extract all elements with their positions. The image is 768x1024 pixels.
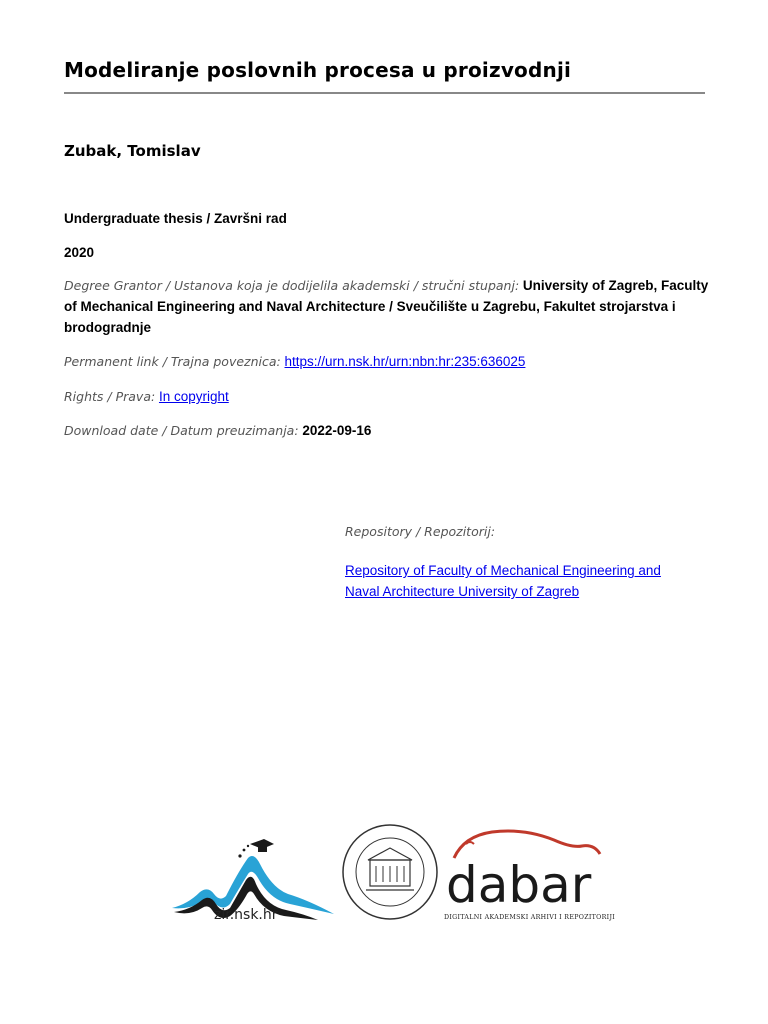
repository-link[interactable]: Repository of Faculty of Mechanical Engineering and Naval Architecture University of Zagreb — [345, 563, 661, 599]
repository-label: Repository / Repozitorij: — [345, 524, 496, 539]
author-name: Zubak, Tomislav — [64, 142, 201, 160]
permanent-link-label: Permanent link / Trajna poveznica: — [64, 354, 281, 369]
dabar-wordmark: dabar — [446, 856, 592, 908]
download-date — [64, 420, 714, 441]
title-divider — [64, 92, 705, 94]
zir-logo-text: zir.nsk.hr — [214, 907, 278, 923]
download-date-value: 2022-09-16 — [302, 423, 372, 438]
degree-grantor-label: Degree Grantor / Ustanova koja je dodijelila akademski / stručni stupanj: — [64, 278, 520, 293]
page-title: Modeliranje poslovnih procesa u proizvodnji — [64, 58, 572, 82]
download-date-label: Download date / Datum preuzimanja: — [64, 423, 299, 438]
thesis-year: 2020 — [64, 245, 95, 260]
university-seal-icon — [340, 822, 440, 922]
degree-grantor — [64, 275, 714, 338]
rights — [64, 386, 714, 407]
rights-link[interactable]: In copyright — [158, 389, 229, 404]
dabar-logo-tagline: DIGITALNI AKADEMSKI ARHIVI I REPOZITORIJI — [444, 914, 616, 921]
dabar-logo-icon — [444, 818, 604, 908]
degree-grantor-value: University of Zagreb, Faculty of Mechanical Engineering and Naval Architecture / Sveučilište u Zagrebu, Fakultet strojarstva i brodogradnje — [64, 278, 709, 335]
permanent-link — [64, 351, 714, 372]
permanent-link-url[interactable]: https://urn.nsk.hr/urn:nbn:hr:235:636025 — [284, 354, 526, 369]
zir-logo-icon — [168, 838, 338, 938]
thesis-type: Undergraduate thesis / Završni rad — [64, 211, 287, 226]
rights-label: Rights / Prava: — [64, 389, 156, 404]
